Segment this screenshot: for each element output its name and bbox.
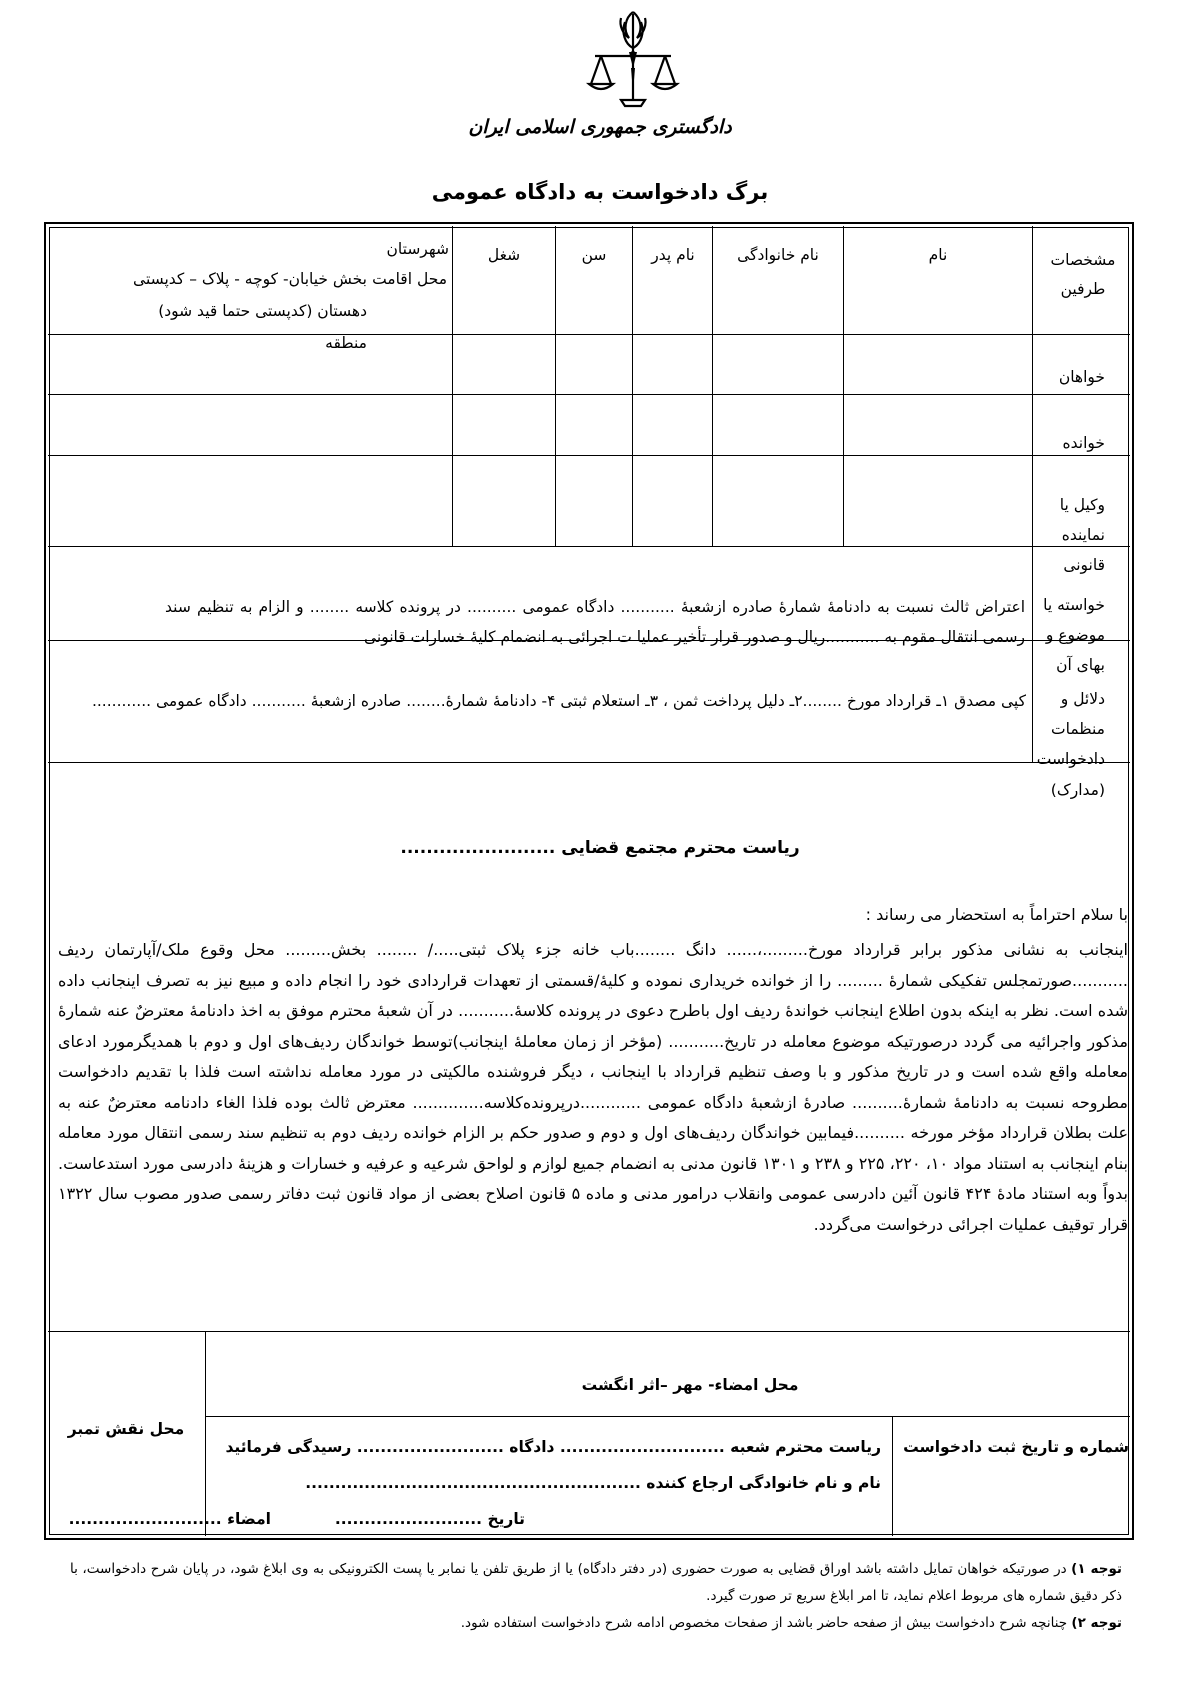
row-divider <box>48 394 1130 395</box>
evidence-label: دلائل و منظمات دادخواست (مدارک) <box>1036 690 1105 799</box>
residence-label: محل اقامت <box>372 270 447 288</box>
residence-line2: دهستان (کدپستی حتما قید شود) <box>158 302 367 320</box>
greeting: با سلام احتراماً به استحضار می رساند : <box>865 905 1128 924</box>
note-2-text: چنانچه شرح دادخواست بیش از صفحه حاضر باشد از صفحات مخصوص ادامه شرح دادخواست استفاده شود. <box>460 1615 1072 1631</box>
row-divider <box>48 455 1130 456</box>
col-header-father: نام پدر <box>651 246 695 264</box>
sig-mid-line <box>206 1416 1130 1417</box>
stamp-divider <box>205 1331 206 1536</box>
parties-header: مشخصات طرفین <box>1050 251 1116 299</box>
referral-sign: امضاء .......................... <box>68 1510 271 1528</box>
referral-line1: ریاست محترم شعبه ............................ دادگاه ......................... رسیدگی فرمائید <box>225 1438 881 1456</box>
residence-line3: منطقه <box>325 334 367 352</box>
referral-line2: نام و نام خانوادگی ارجاع کننده ......................................................... <box>305 1474 881 1492</box>
judiciary-emblem-icon <box>585 8 681 114</box>
evidence-text: کپی مصدق ١ـ قرارداد مورخ ........٢ـ دلیل پرداخت ثمن ، ٣ـ استعلام ثبتی ۴- دادنامۀ شمارۀ........ صادره ازشعبۀ ........... دادگاه عمومی ............ <box>91 692 1026 710</box>
row-divider <box>48 546 1130 547</box>
residence-line1: بخش خیابان- کوچه - پلاک – کدپستی <box>133 270 367 288</box>
col-divider <box>712 226 713 546</box>
row-divider <box>48 762 1130 763</box>
col-header-age: سن <box>581 246 607 264</box>
form-frame <box>44 222 1134 1540</box>
registration-label: شماره و تاریخ ثبت دادخواست <box>903 1438 1129 1456</box>
row-label-plaintiff: خواهان <box>1058 368 1105 386</box>
form-title: برگ دادخواست به دادگاه عمومی <box>431 180 769 204</box>
referral-date: تاریخ ......................... <box>334 1510 525 1528</box>
sign-place: محل امضاء- مهر –اثر انگشت <box>581 1376 799 1394</box>
col-divider <box>452 226 453 546</box>
note-1-text: در صورتیکه خواهان تمایل داشته باشد اوراق قضایی به صورت حضوری (در دفتر دادگاه) یا از طریق تلفن یا نمابر یا پست الکترونیکی به وی ابلاغ شود، در پایان شرح دادخواست، با ذکر دقیق شماره های مربوط اعلام نماید، تا امر ابلاغ سریع تر صورت گیرد. <box>70 1561 1122 1604</box>
note-2 <box>70 1610 1122 1637</box>
col-divider <box>632 226 633 546</box>
col-header-family: نام خانوادگی <box>737 246 819 264</box>
org-name: دادگستری جمهوری اسلامی ایران <box>468 116 732 138</box>
col-header-job: شغل <box>487 246 521 264</box>
col-divider <box>843 226 844 546</box>
notes <box>70 1556 1122 1637</box>
residence-city-label: شهرستان <box>386 240 449 258</box>
note-2-label: توجه ٢) <box>1071 1615 1122 1631</box>
address-title: ریاست محترم مجتمع قضایی ........................ <box>400 838 800 858</box>
row-label-attorney: وکیل یا نماینده قانونی <box>1059 496 1105 575</box>
row-divider <box>48 334 1130 335</box>
note-1-label: توجه ١) <box>1071 1561 1122 1577</box>
sig-top-line <box>48 1331 1130 1332</box>
col-header-name: نام <box>928 246 948 264</box>
claim-text: اعتراض ثالث نسبت به دادنامۀ شمارۀ صادره ازشعبۀ ........... دادگاه عمومی .......... در پرونده کلاسه ........ و الزام به تنظیم سند رسمی انتقال مقوم به ...........ریال و صدور قرار تأخیر عملیا ت اجرائی به انضمام کلیۀ خسارات قانونی <box>165 598 1025 647</box>
registration-divider <box>892 1416 893 1536</box>
stamp-place: محل نقش تمبر <box>67 1420 185 1438</box>
col-divider <box>555 226 556 546</box>
petition-body: اینجانب به نشانی مذکور برابر قرارداد مورخ.........،...... دانگ ........باب خانه جزء پلاک ثبتی...../ ........ بخش......... محل وقوع ملک/آپارتمان ردیف ...........صورتمجلس تفکیکی شمارۀ ......... را از خوانده خریداری نموده و کلیۀ/قسمتی از تعهدات قراردادی خود را انجام داده و مبیع نیز به تصرف اینجانب داده شده است. نظر به اینکه بدون اطلاع اینجانب خواندۀ ردیف اول باطرح دعوی در پرونده کلاسۀ........... در آن شعبۀ محترم موفق به اخذ دادنامۀ معترضٌ عنه شمارۀ مذکور واجرائیه می گردد درصورتیکه موضوع معامله در تاریخ........... (مؤخر از زمان معاملۀ اینجانب)توسط خواندگان ردیف‌های اول و دوم با همدیگرمورد ادعای معامله واقع شده است و در تاریخ مذکور و با وصف تنظیم قرارداد با اینجانب ، دیگر فروشنده مالکیتی در مورد معامله نداشته است فلذا با تقدیم دادخواست مطروحه نسبت به دادنامۀ شمارۀ.......... صادرۀ ازشعبۀ دادگاه عمومی ............درپرونده‌کلاسه.............. معترض ثالث بوده فلذا الغاء دادنامه معترضٌ عنه به علت بطلان قرارداد مؤخر مورخه ..........فیمابین خواندگان ردیف‌های اول و دوم و صدور حکم بر الزام خوانده ردیف دوم به تنظیم سند رسمی انتقال مورد معامله بنام اینجانب به استناد مواد ١٠، ٢٢٠، ٢٢۵ و ٢٣٨ و ١٣٠١ قانون مدنی به انضمام جمیع لوازم و لواحق شرعیه و عرفیه و خسارات و هزینۀ دادرسی مورد استدعاست. بدواً وبه استناد مادۀ ۴٢۴ قانون آئین دادرسی عمومی وانقلاب درامور مدنی و ماده ۵ قانون اصلاح بعضی از مواد قانون ثبت دفاتر رسمی صدور مصوب سال ١٣٢٢ قرار توقیف عملیات اجرائی درخواست می‌گردد. <box>58 940 1129 1234</box>
claim-label: خواسته یا موضوع و بهای آن <box>1043 596 1105 675</box>
note-1 <box>70 1556 1122 1610</box>
col-divider <box>1032 226 1033 762</box>
row-label-defendant: خوانده <box>1062 434 1105 452</box>
